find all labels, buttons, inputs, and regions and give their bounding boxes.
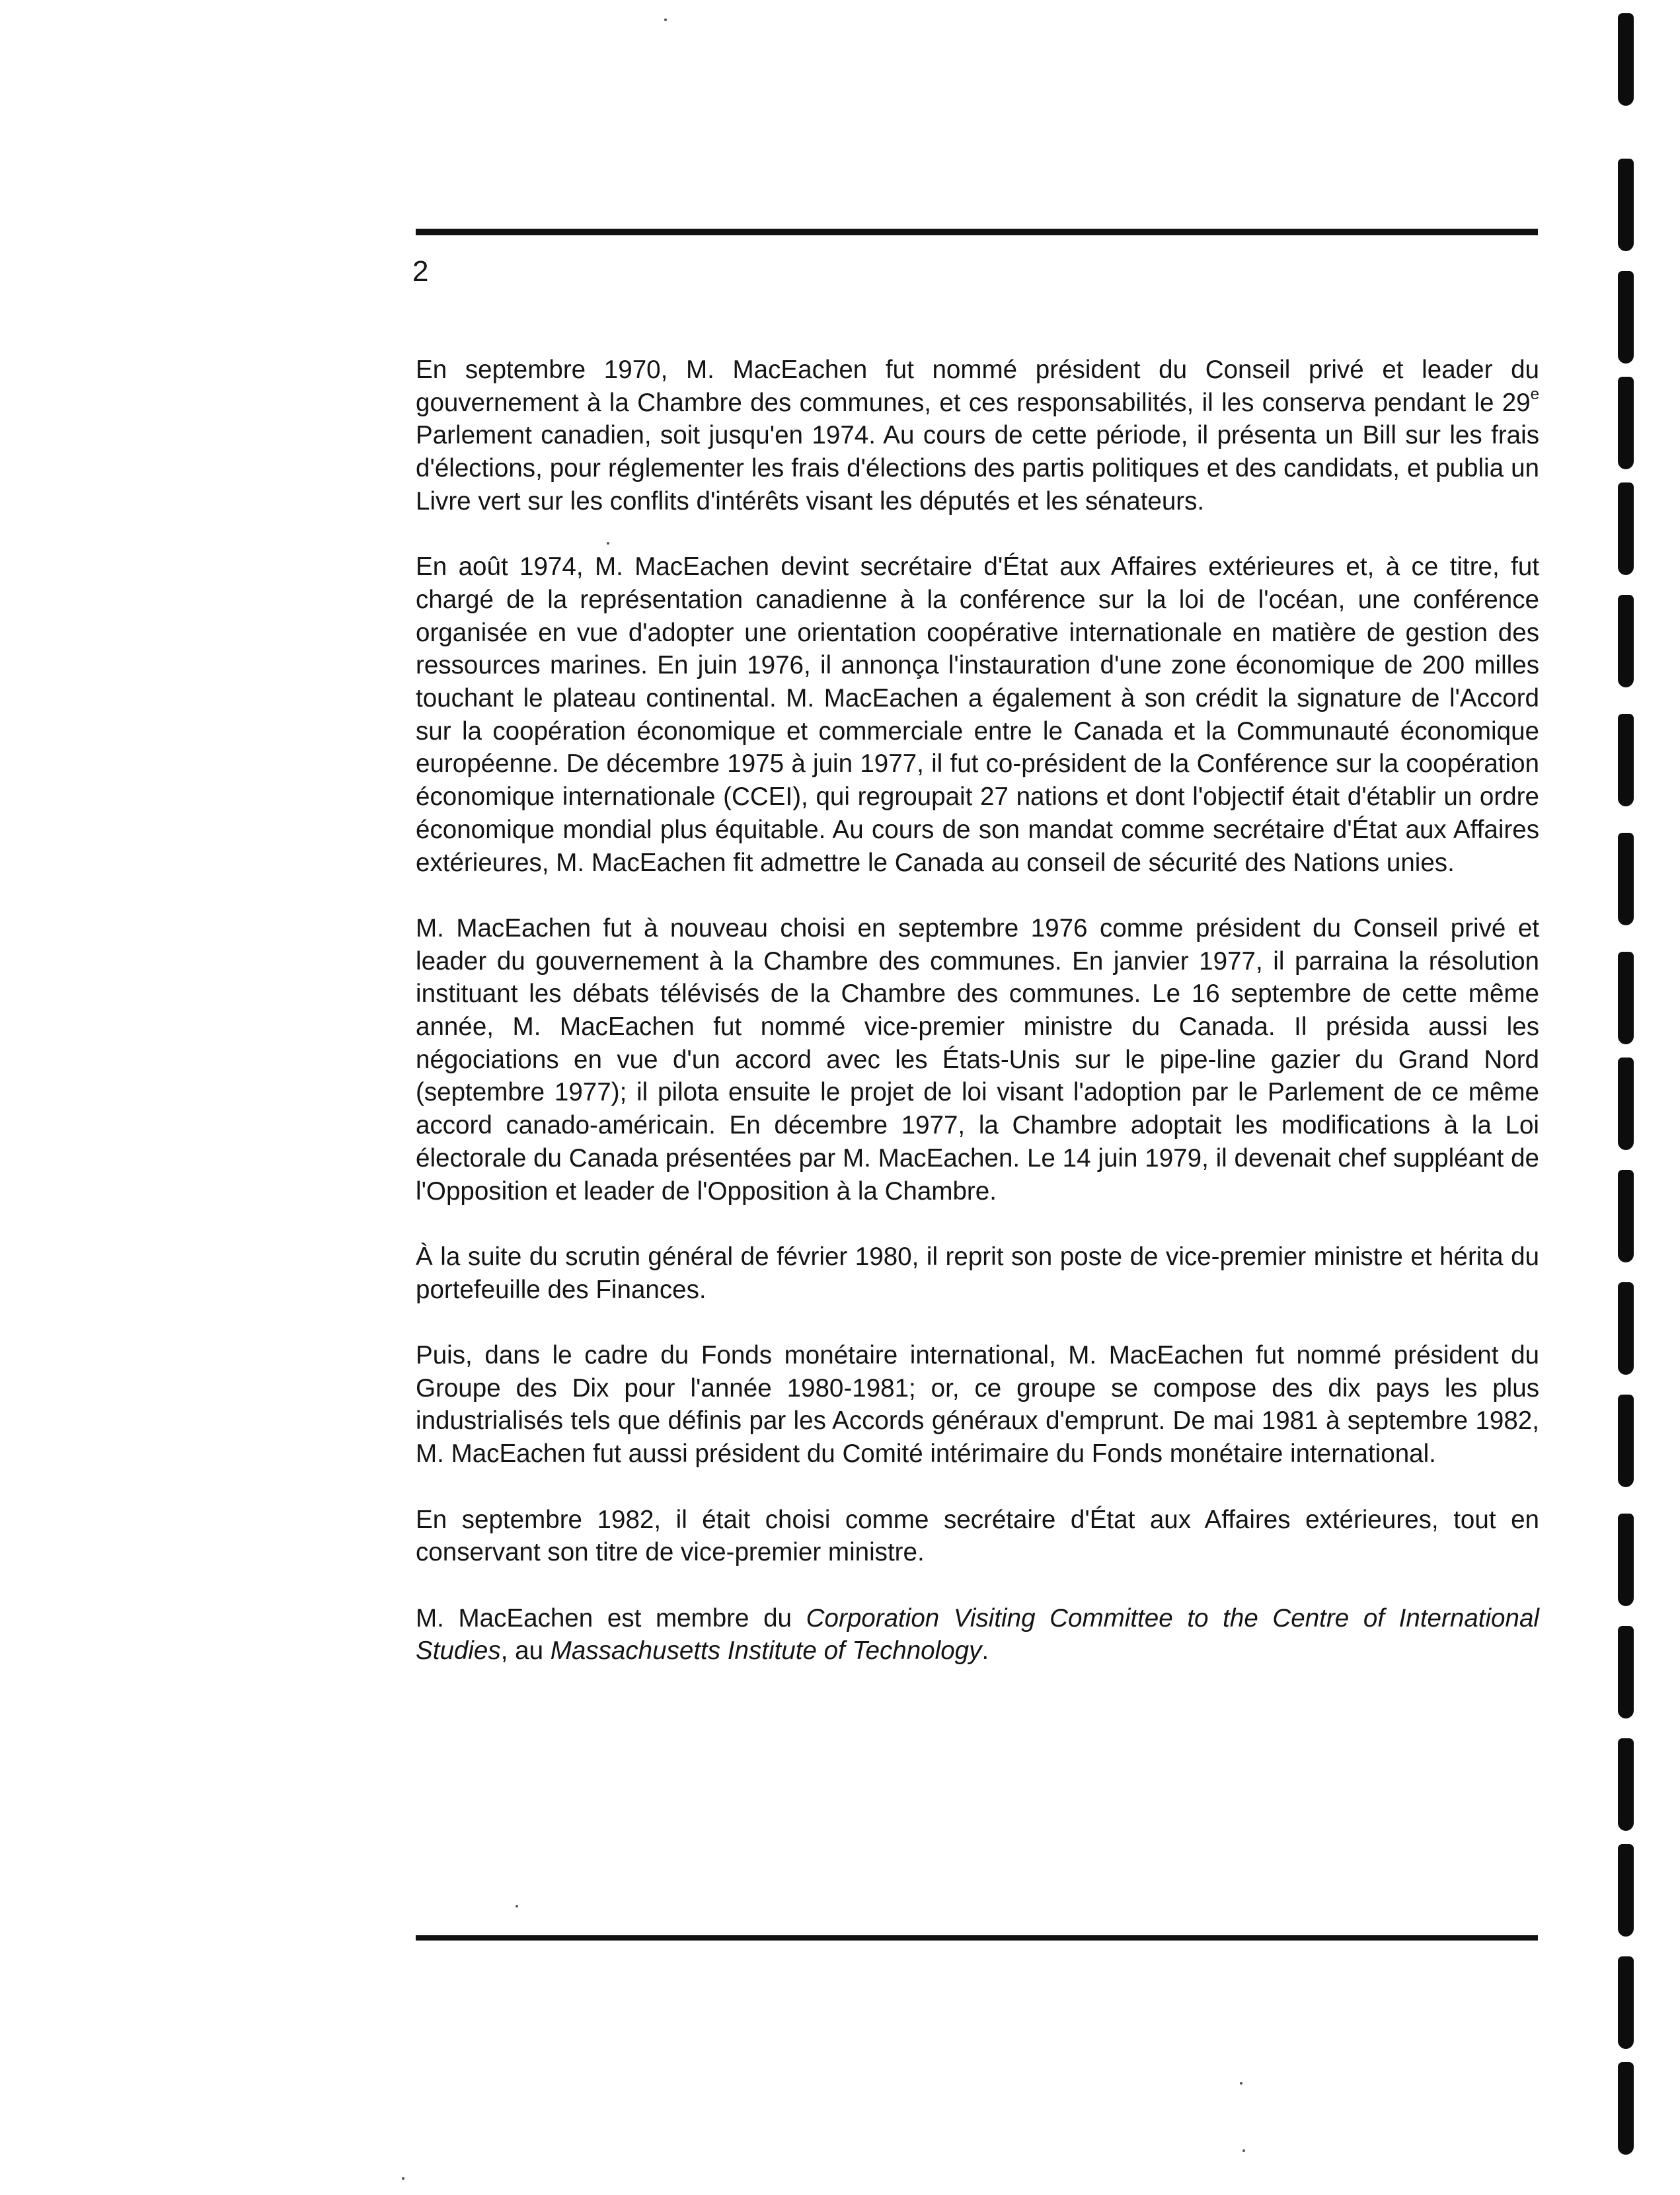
- punch-hole: [1618, 1514, 1634, 1606]
- punch-hole: [1618, 1738, 1634, 1831]
- ordinal-superscript: e: [1530, 385, 1539, 403]
- punch-hole: [1618, 377, 1634, 469]
- paragraph-text: Parlement canadien, soit jusqu'en 1974. Au cours de cette période, il présenta un Bill sur les frais d'élections, pour réglementer les frais d'élections des partis politiques et des candidats, et publia un Livre vert sur les conflits d'intérêts visant les députés et les sénateurs.: [416, 421, 1539, 516]
- scan-speck: [607, 542, 609, 545]
- paragraph-1976-privy-council: M. MacEachen fut à nouveau choisi en septembre 1976 comme président du Conseil privé et leader du gouvernement à la Chambre des communes. En janvier 1977, il parraina la résolution instituant les débats télévisés de la Chambre des communes. Le 16 septembre de cette même année, M. MacEachen fut nommé vice-premier ministre du Canada. Il présida aussi les négociations en vue d'un accord avec les États-Unis sur le pipe-line gazier du Grand Nord (septembre 1977); il pilota ensuite le projet de loi visant l'adoption par le Parlement de ce même accord canado-américain. En décembre 1977, la Chambre adoptait les modifications à la Loi électorale du Canada présentées par M. MacEachen. Le 14 juin 1979, il devenait chef suppléant de l'Opposition et leader de l'Opposition à la Chambre.: [416, 913, 1539, 1206]
- paragraph-text: .: [981, 1637, 989, 1666]
- paragraph-imf-group-of-ten: Puis, dans le cadre du Fonds monétaire international, M. MacEachen fut nommé président du Groupe des Dix pour l'année 1980-1981; or, ce groupe se compose des dix pays les plus industrialisés tels que définis par les Accords généraux d'emprunt. De mai 1981 à septembre 1982, M. MacEachen fut aussi président du Comité intérimaire du Fonds monétaire international.: [416, 1341, 1539, 1469]
- punch-hole: [1618, 833, 1634, 925]
- punch-hole: [1618, 952, 1634, 1044]
- scan-speck: [664, 19, 667, 21]
- document-body: [416, 354, 1539, 1701]
- scan-speck: [515, 1905, 518, 1907]
- paragraph-text: , au: [500, 1637, 551, 1666]
- punch-hole: [1618, 1844, 1634, 1937]
- punch-hole: [1618, 271, 1634, 364]
- punch-hole: [1618, 2062, 1634, 2155]
- punch-hole: [1618, 1956, 1634, 2049]
- page-number: 2: [412, 255, 429, 288]
- punch-hole: [1618, 1170, 1634, 1262]
- top-rule: [416, 229, 1538, 235]
- punch-hole: [1618, 1626, 1634, 1718]
- italic-institute-name: Massachusetts Institute of Technology: [550, 1637, 982, 1666]
- scan-speck: [402, 2177, 404, 2180]
- punch-hole: [1618, 1282, 1634, 1375]
- punch-hole: [1618, 482, 1634, 575]
- punch-hole: [1618, 1395, 1634, 1487]
- paragraph-mit-committee: [416, 1602, 1539, 1668]
- paragraph-text: En septembre 1970, M. MacEachen fut nommé président du Conseil privé et leader du gouvernement à la Chambre des communes, et ces responsabilités, il les conserva pendant le 29: [416, 356, 1539, 417]
- paragraph-1974-external-affairs: En août 1974, M. MacEachen devint secrétaire d'État aux Affaires extérieures et, à ce titre, fut chargé de la représentation canadienne à la conférence sur la loi de l'océan, une conférence organisée en vue d'adopter une orientation coopérative internationale en matière de gestion des ressources marines. En juin 1976, il annonça l'instauration d'une zone économique de 200 milles touchant le plateau continental. M. MacEachen a également à son crédit la signature de l'Accord sur la coopération économique et commerciale entre le Canada et la Communauté économique européenne. De décembre 1975 à juin 1977, il fut co-président de la Conférence sur la coopération économique internationale (CCEI), qui regroupait 27 nations et dont l'objectif était d'établir un ordre économique mondial plus équitable. Au cours de son mandat comme secrétaire d'État aux Affaires extérieures, M. MacEachen fit admettre le Canada au conseil de sécurité des Nations unies.: [416, 553, 1539, 877]
- paragraph-1980-finance: À la suite du scrutin général de février 1980, il reprit son poste de vice-premier ministre et hérita du portefeuille des Finances.: [416, 1242, 1539, 1304]
- punch-hole: [1618, 1058, 1634, 1150]
- bottom-rule: [416, 1935, 1538, 1941]
- scan-speck: [1240, 2082, 1242, 2085]
- scan-speck: [1242, 2149, 1245, 2152]
- paragraph-text: M. MacEachen est membre du: [416, 1603, 806, 1633]
- paragraph-1982-external-affairs: En septembre 1982, il était choisi comme secrétaire d'État aux Affaires extérieures, tout en conservant son titre de vice-premier ministre.: [416, 1505, 1539, 1567]
- punch-hole: [1618, 159, 1634, 251]
- italic-committee-name: Corporation Visiting Committee to the Centre of International Studies: [416, 1603, 1539, 1666]
- binding-punch-holes: [1606, 0, 1659, 2195]
- punch-hole: [1618, 595, 1634, 687]
- paragraph-1970-appointment: [416, 354, 1539, 518]
- punch-hole: [1618, 714, 1634, 806]
- punch-hole: [1618, 13, 1634, 106]
